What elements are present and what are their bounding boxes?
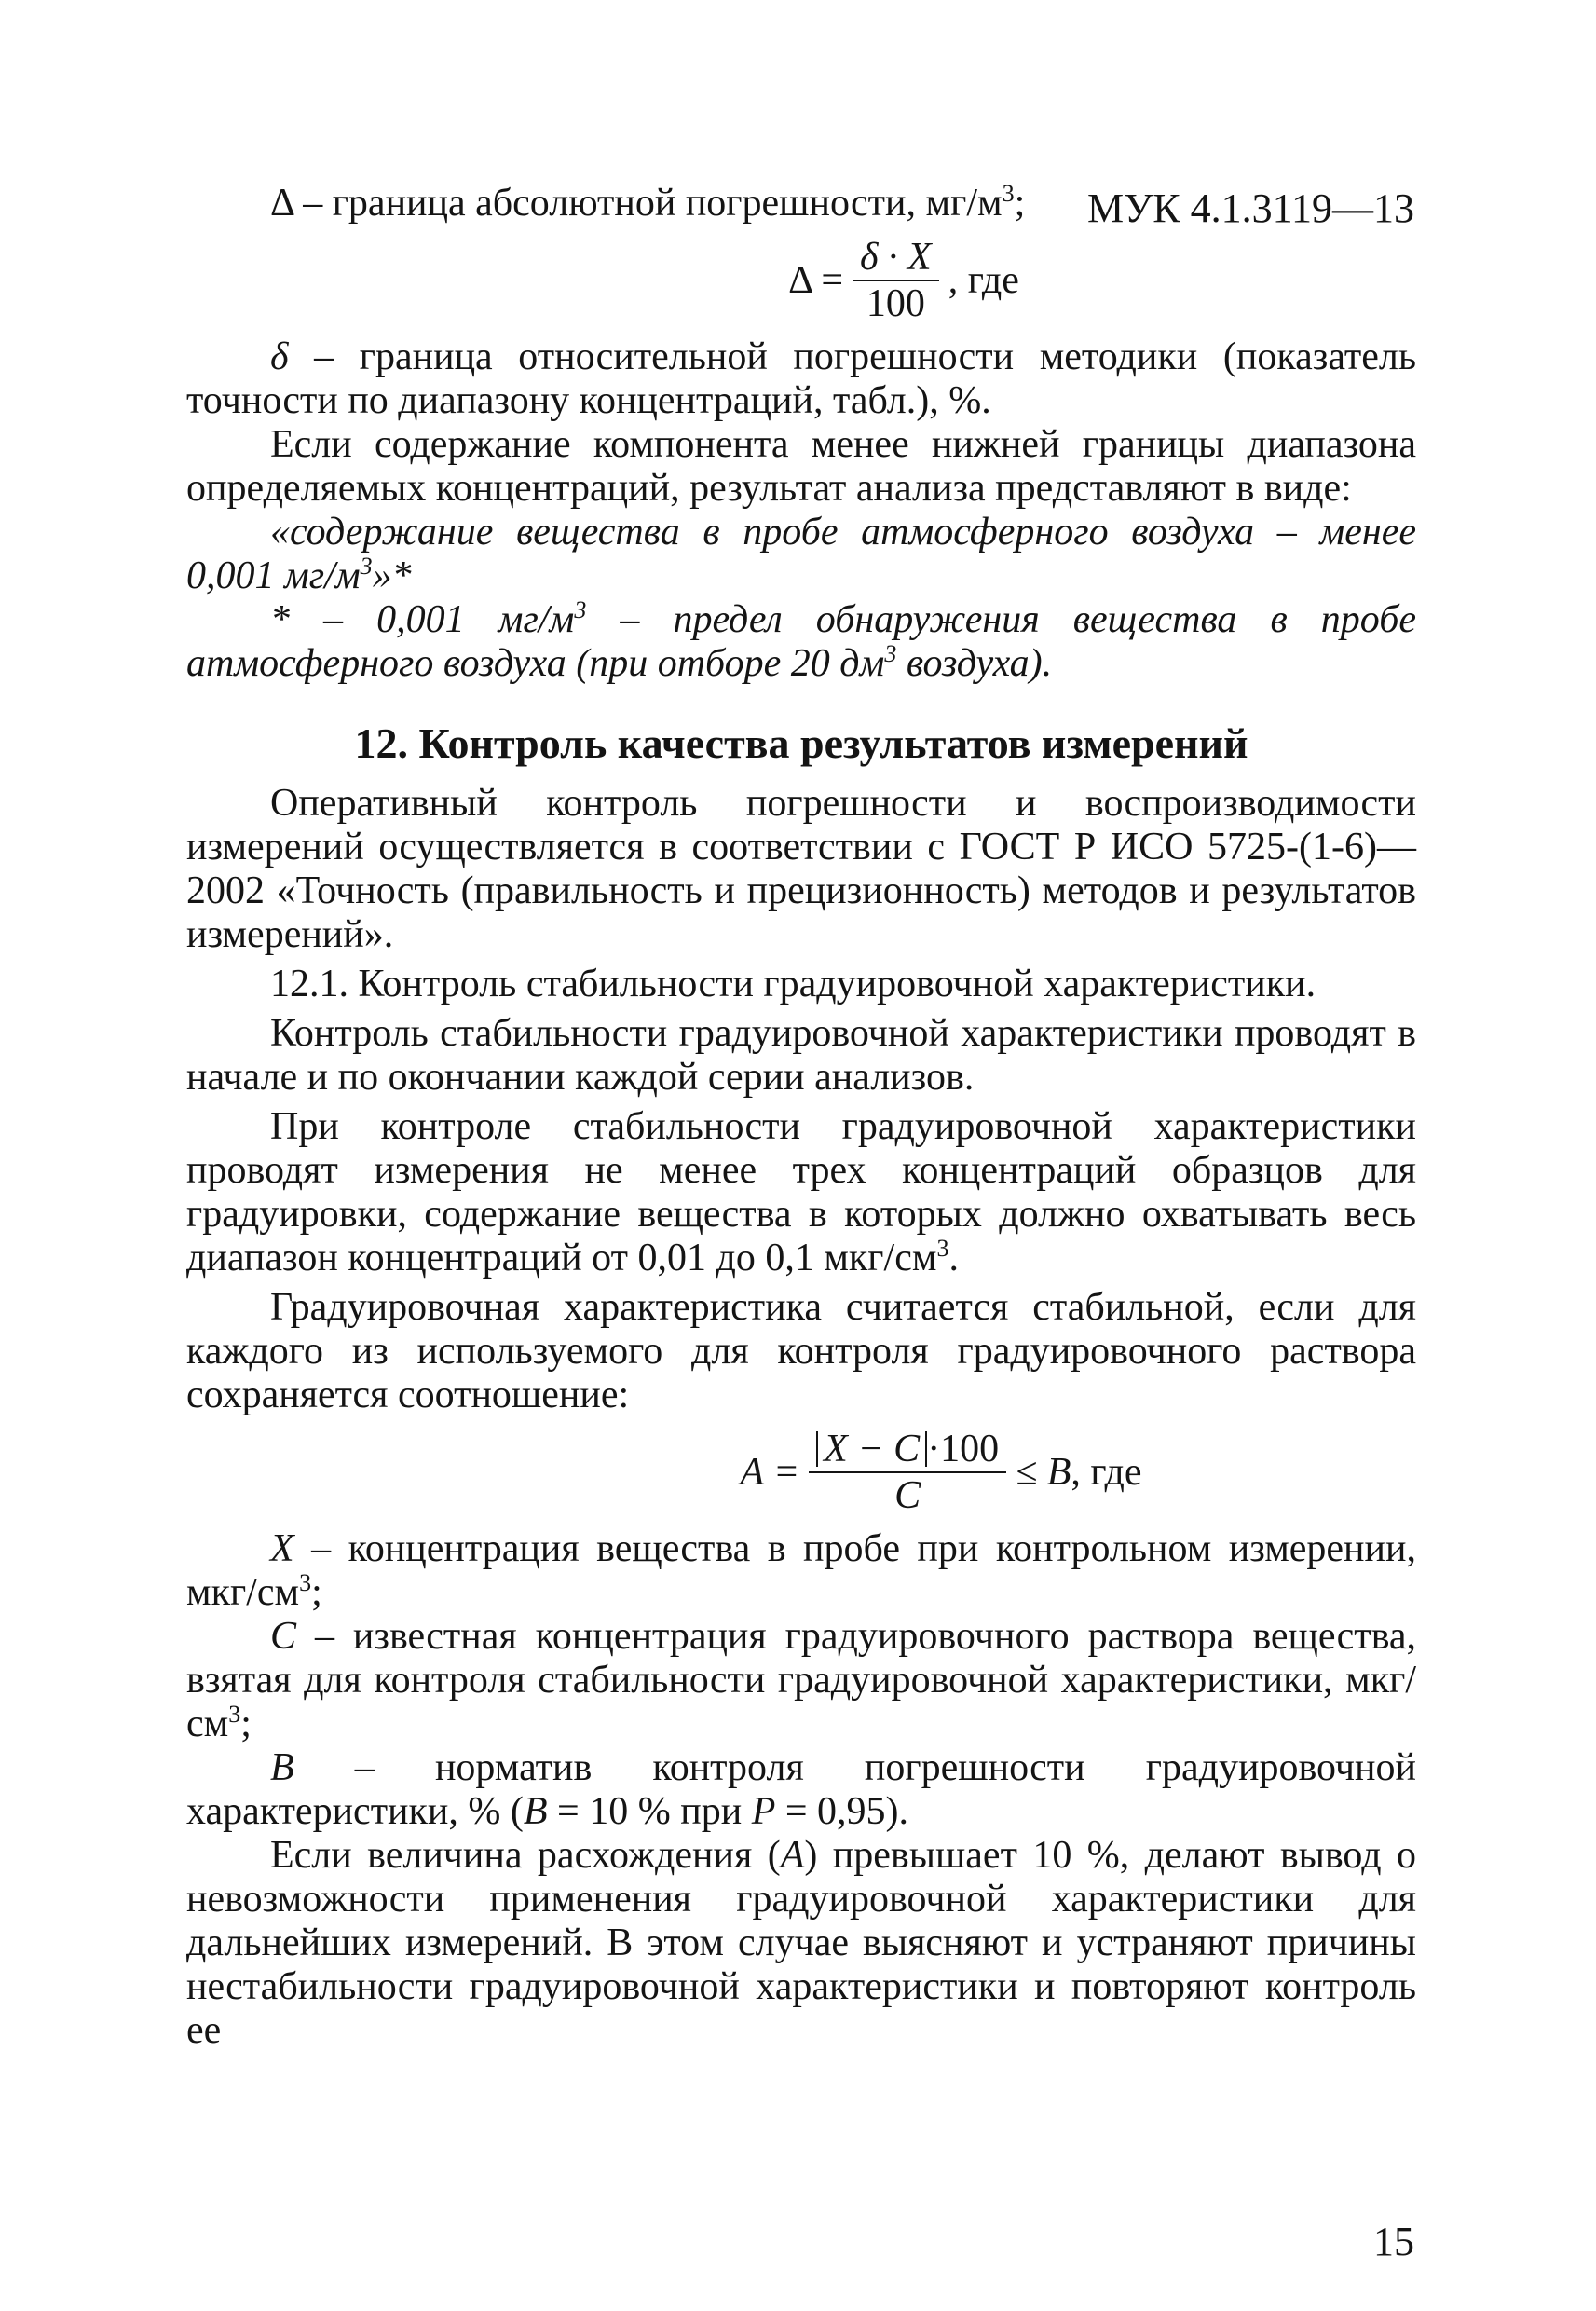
section-12-heading: 12. Контроль качества результатов измерений <box>354 719 1248 767</box>
b-definition-text: – норматив контроля погрешности градуировочной характеристики, % ( <box>186 1746 1416 1833</box>
document-code-header: МУК 4.1.3119—13 <box>1087 185 1414 231</box>
x-definition <box>186 1527 1416 1615</box>
calibration-measurement-text: При контроле стабильности градуировочной характеристики проводят измерения не менее трех концентраций образцов для градуировки, содержание вещества в которых должно охватывать весь диапазон концентраций от 0,01 до 0,1 мкг/см <box>186 1105 1416 1279</box>
delta-definition-tail: ; <box>1014 182 1026 225</box>
calibration-measurement-paragraph <box>186 1105 1416 1280</box>
calibration-control-paragraph: Контроль стабильности градуировочной характеристики проводят в начале и по окончании каждой серии анализов. <box>186 1012 1416 1099</box>
stability-formula <box>466 1427 1416 1518</box>
delta-symbol: Δ <box>270 182 293 225</box>
detection-note-exponent: 3 <box>574 596 587 623</box>
formula2-relation: ≤ B <box>1016 1450 1071 1494</box>
x-definition-text: – концентрация вещества в пробе при контрольном измерении, мкг/см <box>186 1527 1416 1614</box>
c-definition-tail: ; <box>240 1702 252 1745</box>
discrepancy-paragraph <box>186 1834 1416 2053</box>
formula1-numerator: δ · X <box>853 235 939 281</box>
formula2-fraction <box>809 1427 1006 1518</box>
delta-definition <box>186 182 1416 226</box>
relative-error-text: – граница относительной погрешности методики (показатель точности по диапазону концентраций, табл.), %. <box>186 335 1416 422</box>
page-number: 15 <box>1373 2219 1414 2264</box>
formula2-numerator <box>809 1427 1006 1473</box>
formula1-suffix: , где <box>948 258 1019 302</box>
result-quote <box>186 511 1416 598</box>
discrepancy-text-2: ) превышает 10 %, делают вывод о невозможности применения градуировочной характеристики для дальнейших измерений. В этом случае выясняют и устраняют причины нестабильности градуировочной характеристики и повторяют контроль ее <box>186 1834 1416 2052</box>
formula1-lhs: Δ = <box>788 258 844 302</box>
stability-condition-paragraph: Градуировочная характеристика считается стабильной, если для каждого из используемого для контроля градуировочного раствора сохраняется соотношение: <box>186 1286 1416 1416</box>
formula2-suffix: , где <box>1071 1450 1142 1494</box>
formula2-denominator: C <box>894 1474 921 1517</box>
c-definition-text: – известная концентрация градуировочного раствора вещества, взятая для контроля стабильности градуировочной характеристики, мкг/см <box>186 1615 1416 1745</box>
unit-exponent: 3 <box>1002 180 1015 207</box>
p-symbol: P <box>751 1790 776 1833</box>
detection-limit-note <box>186 598 1416 686</box>
detection-note-exponent-2: 3 <box>884 640 897 667</box>
calibration-unit-exponent: 3 <box>936 1235 949 1262</box>
absolute-error-formula <box>391 235 1416 326</box>
c-definition <box>186 1615 1416 1746</box>
calibration-measurement-tail: . <box>948 1237 959 1279</box>
operational-control-paragraph: Оперативный контроль погрешности и воспроизводимости измерений осуществляется в соответствии с ГОСТ Р ИСО 5725-(1-6)—2002 «Точность (правильность и прецизионность) методов и результатов измерений». <box>186 782 1416 956</box>
formula1-fraction <box>853 235 939 326</box>
formula2-abs-term: X − C <box>816 1431 927 1467</box>
result-quote-text: «содержание вещества в пробе атмосферного воздуха – менее 0,001 мг/м <box>186 511 1416 597</box>
formula2-numerator-tail: ·100 <box>927 1428 1000 1470</box>
b-definition-middle: = 10 % при <box>547 1790 752 1833</box>
result-quote-tail: »* <box>372 554 412 597</box>
a-symbol: A <box>780 1834 805 1877</box>
detection-note-tail: воздуха). <box>896 642 1053 685</box>
b-symbol: B <box>270 1746 294 1789</box>
result-quote-exponent: 3 <box>360 553 373 580</box>
formula2-lhs: A = <box>740 1450 800 1494</box>
page-content <box>186 182 1416 2053</box>
detection-note-text: * – 0,001 мг/м <box>270 598 575 641</box>
formula1-denominator: 100 <box>866 282 925 325</box>
delta-definition-text: – граница абсолютной погрешности, мг/м <box>293 182 1003 225</box>
detection-note-middle: – предел обнаружения вещества в пробе атмосферного воздуха (при отборе 20 дм <box>186 598 1416 685</box>
subsection-12-1-title: 12.1. Контроль стабильности градуировочной характеристики. <box>270 963 1316 1005</box>
discrepancy-text-1: Если величина расхождения ( <box>270 1834 781 1877</box>
x-definition-tail: ; <box>311 1571 322 1614</box>
relative-error-symbol: δ <box>270 335 289 378</box>
x-unit-exponent: 3 <box>299 1569 312 1596</box>
x-symbol: X <box>270 1527 294 1570</box>
b-definition <box>186 1746 1416 1834</box>
c-unit-exponent: 3 <box>228 1701 241 1728</box>
b-symbol-inline: B <box>523 1790 548 1833</box>
b-definition-tail: = 0,95). <box>775 1790 909 1833</box>
c-symbol: C <box>270 1615 297 1658</box>
delta-relative-definition <box>186 335 1416 423</box>
below-range-paragraph: Если содержание компонента менее нижней границы диапазона определяемых концентраций, результат анализа представляют в виде: <box>186 423 1416 510</box>
